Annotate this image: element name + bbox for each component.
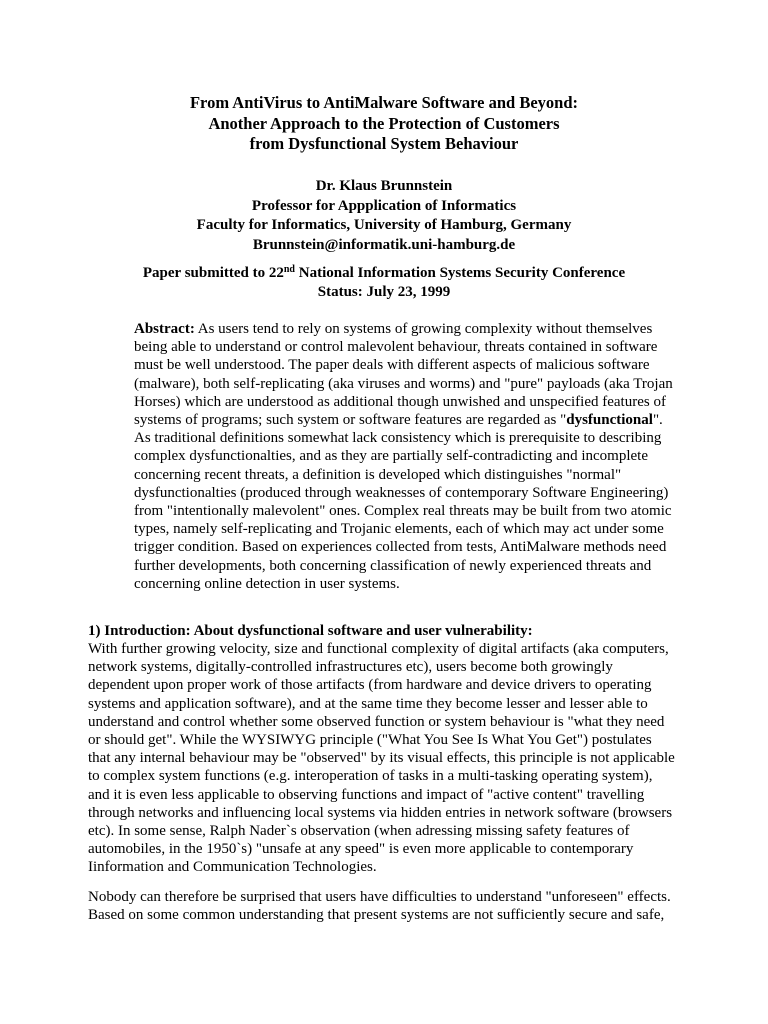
body-line: dependent upon proper work of those artifacts (from hardware and device drivers to operating xyxy=(88,677,652,694)
submission-status: Status: July 23, 1999 xyxy=(317,284,451,300)
abstract-line: As traditional definitions somewhat lack consistency which is prerequisite to describing xyxy=(134,430,662,447)
abstract-line xyxy=(134,320,674,338)
body-line: automobiles, in the 1950`s) "unsafe at any speed" is even more applicable to contemporary xyxy=(88,841,634,858)
abstract-line: trigger condition. Based on experiences collected from tests, AntiMalware methods need xyxy=(134,539,667,556)
author-affiliation: Faculty for Informatics, University of Hamburg, Germany xyxy=(196,217,572,233)
author-email: Brunnstein@informatik.uni-hamburg.de xyxy=(252,236,516,253)
author-name: Dr. Klaus Brunnstein xyxy=(315,178,453,194)
abstract-line: concerning recent threats, a definition is developed which distinguishes "normal" xyxy=(134,466,622,483)
introduction-paragraph-2 xyxy=(88,888,688,924)
abstract-line: types, namely self-replicating and Trojanic elements, each of which may act under some xyxy=(134,521,664,538)
body-line: or should get". While the WYSIWYG principle ("What You See Is What You Get") postulates xyxy=(88,732,652,749)
title-line-3: from Dysfunctional System Behaviour xyxy=(249,134,519,153)
body-line: understand and control whether some observed function or system behaviour is "what they need xyxy=(88,713,665,730)
abstract-line: further developments, both concerning classification of newly experienced threats and xyxy=(134,557,652,574)
body-line: Iinformation and Communication Technologies. xyxy=(88,859,377,876)
body-line: that any internal behaviour may be "observed" by its visual effects, this principle is not applicable xyxy=(88,750,675,767)
abstract-first-line-text: As users tend to rely on systems of growing complexity without themselves xyxy=(194,321,653,337)
author-block xyxy=(0,177,768,255)
body-line: With further growing velocity, size and functional complexity of digital artifacts (aka computers, xyxy=(88,641,669,657)
abstract xyxy=(134,320,674,593)
abstract-dys-suffix: ". xyxy=(652,412,663,429)
abstract-line: complex dysfunctionalties, and as they are partially self-contradicting and incomplete xyxy=(134,448,648,465)
body-line: Nobody can therefore be surprised that users have difficulties to understand "unforeseen" effects. xyxy=(88,889,671,905)
submission-superscript: nd xyxy=(283,264,295,275)
title-line-2: Another Approach to the Protection of Customers xyxy=(208,113,560,133)
abstract-line xyxy=(134,411,674,429)
abstract-line: concerning online detection in user systems. xyxy=(134,575,400,592)
abstract-dys-prefix: systems of programs; such system or software features are regarded as " xyxy=(134,412,567,429)
title-line-1: From AntiVirus to AntiMalware Software and Beyond: xyxy=(189,93,579,112)
introduction-paragraph-1 xyxy=(88,640,688,877)
abstract-line: must be well understood. The paper deals with different aspects of malicious software xyxy=(134,357,650,374)
abstract-line: from "intentionally malevolent" ones. Complex real threats may be built from two atomic xyxy=(134,503,672,520)
section-heading: 1) Introduction: About dysfunctional software and user vulnerability: xyxy=(88,623,533,639)
body-line: etc). In some sense, Ralph Nader`s observation (when adressing missing safety features of xyxy=(88,823,630,840)
submission-line xyxy=(0,264,768,283)
abstract-line: dysfunctionalties (produced through weaknesses of contemporary Software Engineering) xyxy=(134,484,669,501)
abstract-line: being able to understand or control malevolent behaviour, threats contained in software xyxy=(134,339,658,356)
submission-prefix: Paper submitted to 22 xyxy=(142,265,284,281)
author-position: Professor for Appplication of Informatics xyxy=(251,197,517,214)
body-line: Based on some common understanding that present systems are not sufficiently secure and safe, xyxy=(88,907,665,924)
abstract-line: Horses) which are understood as additional though unwished and unspecified features of xyxy=(134,393,666,410)
submission-suffix: National Information Systems Security Conference xyxy=(295,265,626,281)
body-line: to complex system functions (e.g. interoperation of tasks in a multi-tasking operating system), xyxy=(88,768,653,785)
body-line: network systems, digitally-controlled infrastructures etc), users become both growingly xyxy=(88,659,613,676)
body-line: through networks and influencing local systems via hidden entries in network software (browsers xyxy=(88,804,673,821)
abstract-dys-word: dysfunctional xyxy=(566,412,653,429)
abstract-label: Abstract: xyxy=(134,321,195,337)
abstract-line: (malware), both self-replicating (aka viruses and worms) and "pure" payloads (aka Trojan xyxy=(134,375,673,392)
body-line: systems and application software), and at the same time they become lesser and lesser able to xyxy=(88,695,648,712)
paper-title xyxy=(0,93,768,155)
submission-block xyxy=(0,264,768,302)
body-line: and it is even less applicable to observing functions and impact of "active content" travelling xyxy=(88,786,645,803)
